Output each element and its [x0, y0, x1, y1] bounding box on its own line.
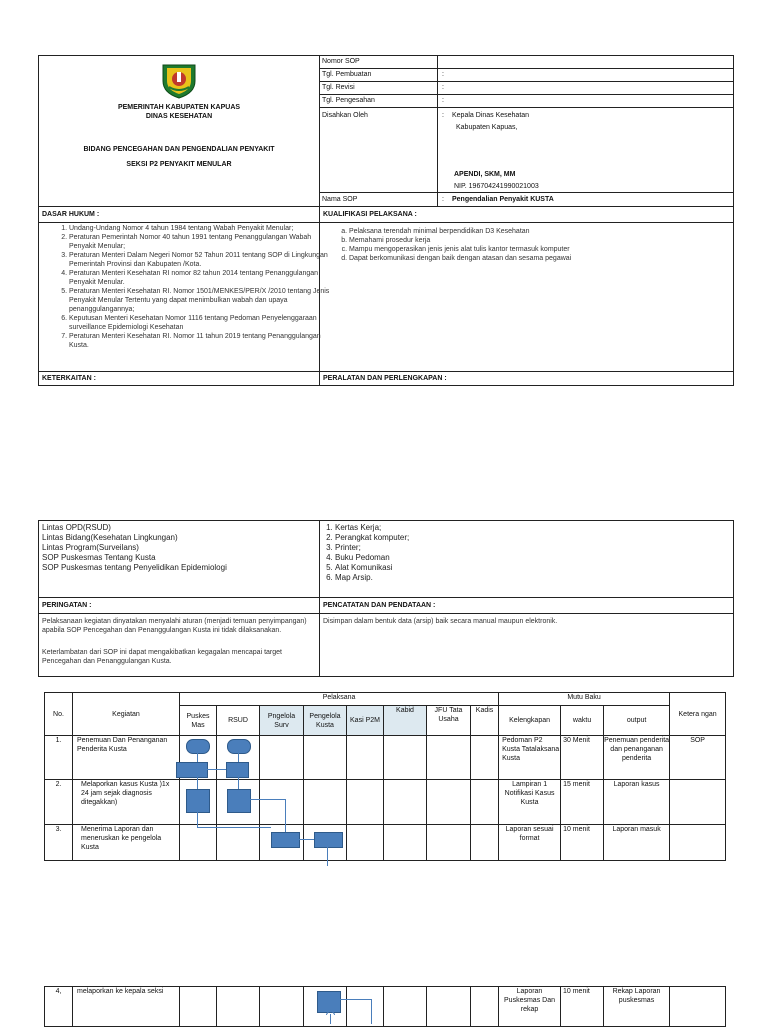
row-kelengkapan: Laporan sesuai format	[499, 825, 561, 861]
row-kegiatan: melaporkan ke kepala seksi	[73, 987, 180, 1027]
process-box-lapor-rsud	[227, 789, 251, 813]
dinas-title: DINAS KESEHATAN	[145, 113, 213, 120]
pelaksana-header: Pelaksana	[180, 693, 499, 706]
signer-nip: NIP. 196704241990021003	[454, 183, 539, 190]
dasar-kualifikasi-block	[38, 205, 734, 386]
list-item: 1. Undang-Undang Nomor 4 tahun 1984 tentang Wabah Penyakit Menular;	[69, 224, 339, 233]
field-sep: :	[442, 97, 444, 104]
flow-connector	[330, 1014, 331, 1024]
flow-connector	[371, 999, 372, 1024]
row-kelengkapan: Lampiran 1 Notifikasi Kasus Kusta	[499, 780, 561, 825]
kapuas-logo-icon	[159, 59, 199, 99]
list-item: 3. Printer;	[335, 543, 409, 553]
flow-connector	[238, 752, 239, 762]
process-box-penemuan-puskesmas	[176, 762, 208, 778]
list-item: SOP Puskesmas tentang Penyelidikan Epidemiologi	[42, 563, 227, 572]
field-row-pengesahan	[319, 95, 733, 108]
list-item: b. Memahami prosedur kerja	[349, 236, 749, 245]
field-sep: :	[442, 71, 444, 78]
flow-connector	[197, 811, 198, 827]
disahkan-label: Disahkan Oleh	[322, 112, 368, 119]
row-waktu: 10 menit	[561, 825, 604, 861]
flow-connector	[197, 827, 271, 828]
list-item: Lintas OPD(RSUD)	[42, 523, 111, 532]
list-item: 6. Keputusan Menteri Kesehatan Nomor 1116 tentang Pedoman Penyelenggaraan surveillance Epidemiologi Kesehatan	[69, 314, 339, 332]
list-item: 1. Kertas Kerja;	[335, 523, 409, 533]
list-item: 4. Buku Pedoman	[335, 553, 409, 563]
field-label: Tgl. Revisi	[322, 84, 355, 91]
start-terminator-rsud	[227, 739, 251, 754]
flow-connector	[206, 769, 226, 770]
row-waktu: 10 menit	[561, 987, 604, 1027]
flow-table-continued	[44, 986, 726, 1027]
col-kegiatan-header: Kegiatan	[73, 693, 180, 736]
sop-header-block	[38, 55, 734, 207]
process-box-terima-kusta	[314, 832, 343, 848]
flow-connector	[197, 752, 198, 762]
dasar-hukum-title: DASAR HUKUM :	[42, 211, 100, 218]
field-row-revisi	[319, 82, 733, 95]
col-kabid: Kabid	[384, 706, 427, 736]
list-item: 7. Peraturan Menteri Kesehatan RI. Nomor 11 tahun 2019 tentang Penanggulangan Kusta.	[69, 332, 339, 350]
flow-connector	[339, 999, 371, 1000]
header-fields	[319, 56, 733, 206]
list-item: 3. Peraturan Menteri Dalam Negeri Nomor 52 Tahun 2011 tentang SOP di Lingkungan Pemerintah Provinsi dan Kabupaten /Kota.	[69, 251, 339, 269]
row-no: 1.	[45, 736, 73, 780]
pencatatan-title: PENCATATAN DAN PENDATAAN :	[323, 602, 436, 609]
flow-connector	[298, 839, 314, 840]
disahkan-line1: Kepala Dinas Kesehatan	[452, 112, 530, 119]
row-output: Penemuan penderita dan penanganan penderita	[604, 736, 670, 780]
disahkan-line2: Kabupaten Kapuas,	[456, 124, 518, 131]
flow-table	[44, 692, 726, 861]
row-kegiatan: Penemuan Dan Penanganan Penderita Kusta	[73, 736, 180, 780]
disahkan-sep: :	[442, 112, 444, 119]
row-no: 4,	[45, 987, 73, 1027]
pencatatan-text: Disimpan dalam bentuk data (arsip) baik secara manual maupun elektronik.	[323, 618, 558, 625]
start-terminator-puskesmas	[186, 739, 210, 754]
flow-connector	[327, 846, 328, 866]
flow-connector	[249, 799, 285, 800]
col-puskesmas: Puskes Mas	[180, 706, 217, 736]
field-row-nomor	[319, 56, 733, 69]
process-box-terima-surv	[271, 832, 300, 848]
gov-title: PEMERINTAH KABUPATEN KAPUAS	[117, 104, 241, 111]
nama-label: Nama SOP	[322, 196, 358, 203]
list-item: d. Dapat berkomunikasi dengan baik dengan atasan dan sesama pegawai	[349, 254, 749, 263]
list-item: 6. Map Arsip.	[335, 573, 409, 583]
flow-connector	[197, 776, 198, 789]
field-divider	[437, 56, 438, 206]
kualifikasi-title: KUALIFIKASI PELAKSANA :	[323, 211, 417, 218]
col-no-header: No.	[45, 693, 73, 736]
table-row	[45, 780, 726, 825]
list-item: a. Pelaksana terendah minimal berpendidikan D3 Kesehatan	[349, 227, 749, 236]
row-keterangan: SOP	[670, 736, 726, 780]
header-left-cell	[39, 56, 320, 206]
process-box-lapor-puskesmas	[186, 789, 210, 813]
list-item: Lintas Bidang(Kesehatan Lingkungan)	[42, 533, 178, 542]
table-row	[45, 987, 726, 1027]
keterkaitan-block	[38, 520, 734, 677]
col-pengelola-surv: Pngelola Surv	[260, 706, 304, 736]
peralatan-title: PERALATAN DAN PERLENGKAPAN :	[323, 375, 447, 382]
list-item: 2. Peraturan Pemerintah Nomor 40 tahun 1991 tentang Penanggulangan Wabah Penyakit Menular;	[69, 233, 339, 251]
peringatan-text-1: Pelaksanaan kegiatan dinyatakan menyalahi aturan (menjadi temuan penyimpangan) apabila SOP Pencegahan dan Penanggulangan Kusta ini tidak dilaksanakan.	[42, 618, 307, 634]
list-item: 4. Peraturan Menteri Kesehatan RI nomor 82 tahun 2014 tentang Penanggulangan Penyakit Menular.	[69, 269, 339, 287]
list-item: 5. Peraturan Menteri Kesehatan RI. Nomor 1501/MENKES/PER/X /2010 tentang Jenis Penyakit Menular Tertentu yang dapat menimbulkan wabah dan upaya penanggulangannya;	[69, 287, 339, 314]
peralatan-list	[305, 523, 409, 583]
list-item: c. Mampu mengoperasikan jenis jenis alat tulis kantor termasuk komputer	[349, 245, 749, 254]
row-keterangan	[670, 780, 726, 825]
row-waktu: 30 Menit	[561, 736, 604, 780]
row-divider	[39, 371, 733, 372]
seksi-title: SEKSI P2 PENYAKIT MENULAR	[126, 161, 232, 168]
row-divider	[39, 597, 733, 598]
field-label: Tgl. Pembuatan	[322, 71, 372, 78]
col-jfu: JFU Tata Usaha	[427, 706, 471, 736]
col-rsud: RSUD	[217, 706, 260, 736]
peringatan-title: PERINGATAN :	[42, 602, 92, 609]
row-kegiatan: Melaporkan kasus Kusta )1x 24 jam sejak diagnosis ditegakkan)	[73, 780, 180, 825]
field-sep: :	[442, 84, 444, 91]
col-kadis: Kadis	[471, 706, 499, 736]
row-kelengkapan: Laporan Puskesmas Dan rekap	[499, 987, 561, 1027]
row-output: Laporan kasus	[604, 780, 670, 825]
col-pengelola-kusta: Pengelola Kusta	[304, 706, 347, 736]
col-kelengkapan: Kelengkapan	[499, 706, 561, 736]
list-item: SOP Puskesmas Tentang Kusta	[42, 553, 156, 562]
nama-value: Pengendalian Penyakit KUSTA	[452, 196, 554, 203]
field-row-disahkan	[319, 108, 733, 193]
col-waktu: waktu	[561, 706, 604, 736]
list-item: 5. Alat Komunikasi	[335, 563, 409, 573]
flow-connector	[238, 776, 239, 789]
row-kelengkapan: Pedoman P2 Kusta Tatalaksana Kusta	[499, 736, 561, 780]
row-keterangan	[670, 987, 726, 1027]
table-row	[45, 825, 726, 861]
row-divider	[39, 613, 733, 614]
bidang-title: BIDANG PENCEGAHAN DAN PENGENDALIAN PENYAKIT	[83, 146, 275, 153]
row-no: 3.	[45, 825, 73, 861]
row-divider	[39, 222, 733, 223]
signer-name: APENDI, SKM, MM	[454, 171, 516, 178]
list-item: Lintas Program(Surveilans)	[42, 543, 139, 552]
col-output: output	[604, 706, 670, 736]
keterkaitan-list	[42, 523, 227, 573]
field-row-pembuatan	[319, 69, 733, 82]
table-row	[45, 736, 726, 780]
peringatan-text-2: Keterlambatan dari SOP ini dapat mengakibatkan kegagalan mencapai target Pencegahan dan Penanggulangan Kusta.	[42, 649, 282, 665]
kualifikasi-list	[319, 227, 749, 263]
arrow-up-icon	[326, 1009, 335, 1015]
flow-connector	[285, 799, 286, 832]
row-output: Rekap Laporan puskesmas	[604, 987, 670, 1027]
field-label: Tgl. Pengesahan	[322, 97, 375, 104]
col-kasi: Kasi P2M	[347, 706, 384, 736]
field-label: Nomor SOP	[322, 58, 360, 65]
mutu-baku-header: Mutu Baku	[499, 693, 670, 706]
row-output: Laporan masuk	[604, 825, 670, 861]
row-kegiatan: Menerima Laporan dan meneruskan ke pengelola Kusta	[73, 825, 180, 861]
row-waktu: 15 menit	[561, 780, 604, 825]
dasar-hukum-list	[39, 224, 339, 350]
nama-sep: :	[442, 196, 444, 203]
list-item: 2. Perangkat komputer;	[335, 533, 409, 543]
row-keterangan	[670, 825, 726, 861]
row-no: 2.	[45, 780, 73, 825]
keterkaitan-title: KETERKAITAN :	[42, 375, 96, 382]
keterangan-header: Ketera ngan	[670, 693, 726, 736]
